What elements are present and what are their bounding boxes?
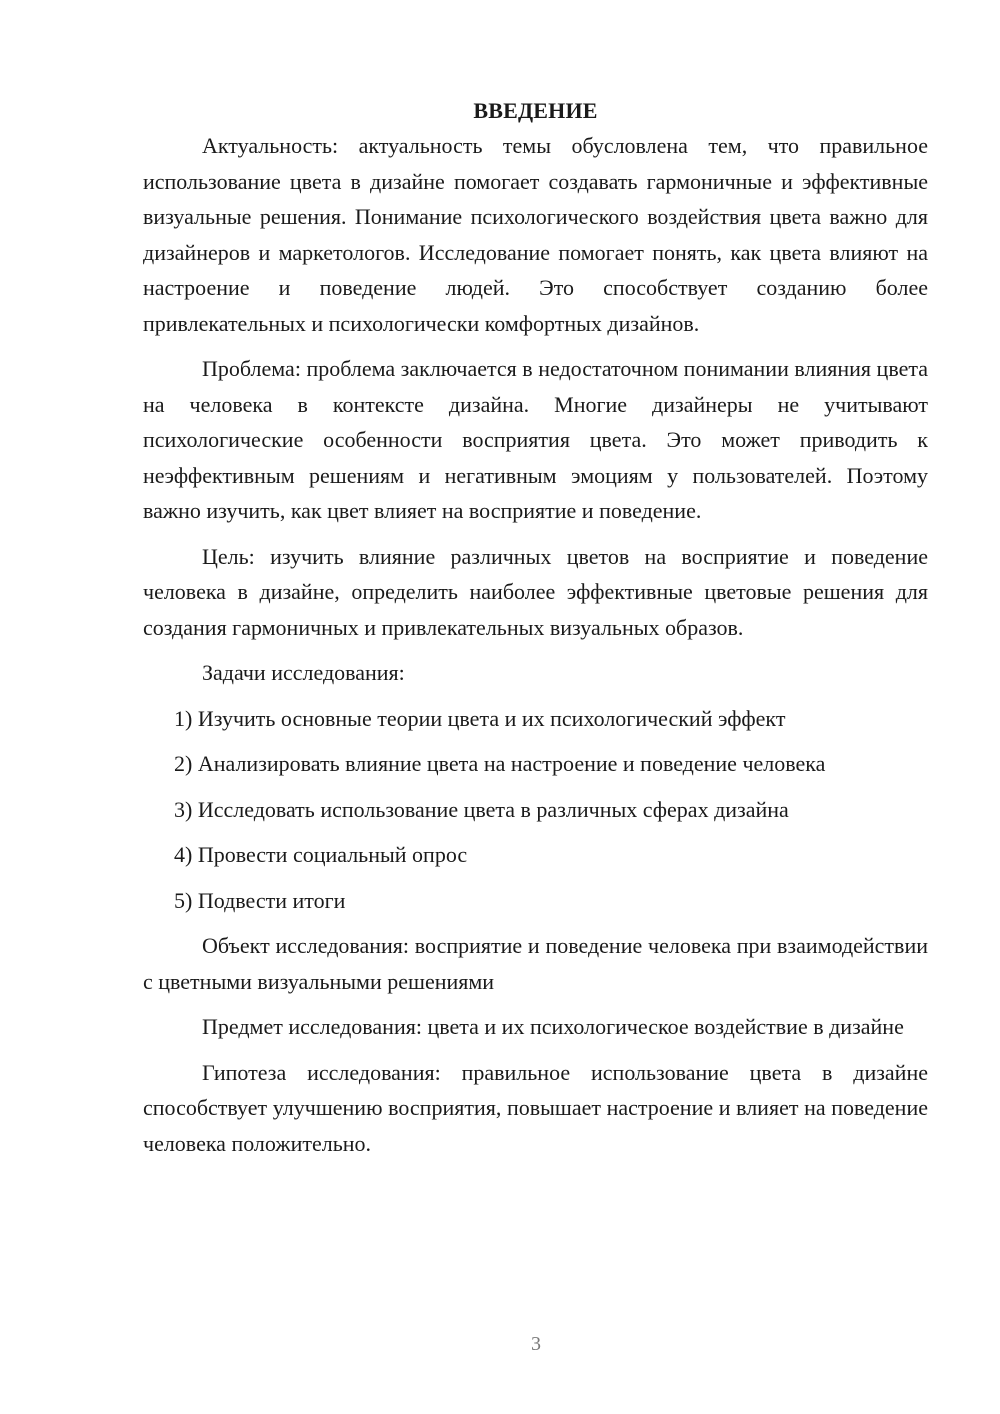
task-item: 2) Анализировать влияние цвета на настроение и поведение человека xyxy=(174,751,826,776)
document-page xyxy=(143,93,928,1161)
task-item: 4) Провести социальный опрос xyxy=(174,842,468,867)
task-item: 5) Подвести итоги xyxy=(174,887,346,913)
task-item: 1) Изучить основные теории цвета и их психологический эффект xyxy=(174,705,786,731)
relevance-paragraph: Актуальность: актуальность темы обусловлена тем, что правильное использование цвета в дизайне помогает создавать гармоничные и эффективные визуальные решения. Понимание психологического воздействия цвета важно для дизайнеров и маркетологов. Исследование помогает понять, как цвета влияют на настроение и поведение людей. Это способствует созданию более привлекательных и психологически комфортных дизайнов. xyxy=(143,133,928,336)
page-number: 3 xyxy=(531,1333,541,1355)
object-paragraph: Объект исследования: восприятие и поведение человека при взаимодействии с цветными визуальными решениями xyxy=(143,933,928,994)
hypothesis-paragraph: Гипотеза исследования: правильное использование цвета в дизайне способствует улучшению восприятия, повышает настроение и влияет на поведение человека положительно. xyxy=(143,1059,928,1156)
section-title: ВВЕДЕНИЕ xyxy=(473,98,598,123)
goal-paragraph: Цель: изучить влияние различных цветов на восприятие и поведение человека в дизайне, определить наиболее эффективные цветовые решения для создания гармоничных и привлекательных визуальных образов. xyxy=(143,543,928,640)
tasks-heading: Задачи исследования: xyxy=(202,660,405,685)
task-item: 3) Исследовать использование цвета в различных сферах дизайна xyxy=(174,796,789,822)
subject-paragraph: Предмет исследования: цвета и их психологическое воздействие в дизайне xyxy=(202,1014,904,1039)
problem-paragraph: Проблема: проблема заключается в недостаточном понимании влияния цвета на человека в контексте дизайна. Многие дизайнеры не учитывают психологические особенности восприятия цвета. Это может приводить к неэффективным решениям и негативным эмоциям у пользователей. Поэтому важно изучить, как цвет влияет на восприятие и поведение. xyxy=(143,356,928,523)
tasks-list xyxy=(143,701,928,919)
